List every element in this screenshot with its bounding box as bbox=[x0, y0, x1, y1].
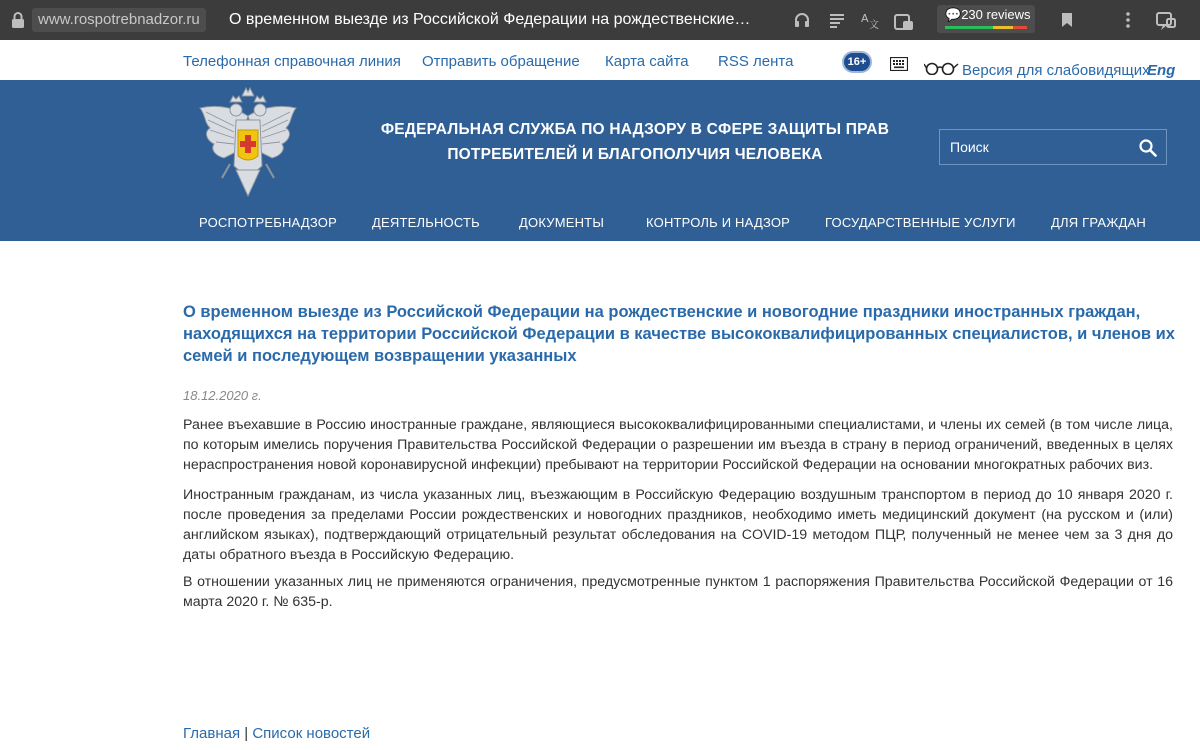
bookmark-icon[interactable] bbox=[1057, 10, 1077, 30]
tab-title: О временном выезде из Российской Федерации на рождественские… bbox=[229, 11, 751, 28]
nav-item-control[interactable]: КОНТРОЛЬ И НАДЗОР bbox=[646, 215, 791, 230]
article-paragraph: Иностранным гражданам, из числа указанных лиц, въезжающим в Российскую Федерацию воздушным транспортом в период до 10 января 2020 г. после проведения за пределами России рождественских и новогодних праздников, необходимо иметь медицинский документ (на русском и (или) английском языках), подтверждающий отрицательный результат обследования на COVID-19 методом ПЦР, полученный не менее чем за 3 дня до даты обратного въезда в Российскую Федерацию. bbox=[183, 487, 1173, 563]
agency-title bbox=[380, 117, 890, 167]
nav-item-activity[interactable]: ДЕЯТЕЛЬНОСТЬ bbox=[372, 215, 480, 230]
rating-bar bbox=[945, 26, 1027, 29]
sitemap-link[interactable]: Карта сайта bbox=[605, 53, 689, 70]
news-list-link[interactable]: Список новостей bbox=[252, 725, 371, 742]
nav-item-for-citizens[interactable]: ДЛЯ ГРАЖДАН bbox=[1051, 215, 1146, 230]
agency-title-line2: ПОТРЕБИТЕЛЕЙ И БЛАГОПОЛУЧИЯ ЧЕЛОВЕКА bbox=[447, 146, 823, 163]
more-menu-icon[interactable] bbox=[1118, 10, 1138, 30]
headphones-icon[interactable] bbox=[792, 10, 812, 30]
svg-text:文: 文 bbox=[869, 20, 879, 30]
article-title: О временном выезде из Российской Федерации на рождественские и новогодние праздники иностранных граждан, находящихся на территории Российской Федерации в качестве высококвалифицированных специалистов, и членов их семей и последующем возвращении указанных bbox=[183, 303, 1175, 365]
search-input[interactable] bbox=[950, 130, 1130, 164]
sidebar-panel-icon[interactable] bbox=[1155, 10, 1175, 30]
svg-text:A: A bbox=[861, 12, 869, 25]
nav-item-documents[interactable]: ДОКУМЕНТЫ bbox=[519, 215, 605, 230]
age-rating-badge: 16+ bbox=[842, 51, 872, 73]
browser-address-bar bbox=[0, 0, 1200, 40]
glasses-icon[interactable] bbox=[924, 61, 960, 75]
agency-title-line1: ФЕДЕРАЛЬНАЯ СЛУЖБА ПО НАДЗОРУ В СФЕРЕ ЗАЩИТЫ ПРАВ bbox=[380, 121, 890, 138]
keyboard-icon[interactable] bbox=[890, 57, 908, 71]
comment-icon: 💬 bbox=[945, 7, 962, 22]
lock-icon bbox=[10, 11, 26, 29]
extension-icon[interactable] bbox=[893, 10, 913, 30]
reader-mode-icon[interactable] bbox=[827, 10, 847, 30]
article-date: 18.12.2020 г. bbox=[183, 388, 262, 403]
home-link[interactable]: Главная bbox=[183, 725, 241, 742]
send-appeal-link[interactable]: Отправить обращение bbox=[422, 53, 580, 70]
url-domain[interactable]: www.rospotrebnadzor.ru bbox=[32, 8, 206, 32]
hotline-link[interactable]: Телефонная справочная линия bbox=[183, 53, 401, 70]
accessibility-version-link[interactable]: Версия для слабовидящих bbox=[962, 62, 1150, 79]
english-language-link[interactable]: Eng bbox=[1147, 62, 1176, 79]
search-box bbox=[939, 129, 1167, 165]
bottom-breadcrumb bbox=[183, 725, 370, 742]
reviews-badge[interactable] bbox=[937, 5, 1035, 33]
breadcrumb-separator: | bbox=[244, 725, 249, 742]
coat-of-arms-logo[interactable] bbox=[196, 86, 300, 200]
article-paragraph: В отношении указанных лиц не применяются ограничения, предусмотренные пунктом 1 распоряжения Правительства Российской Федерации от 16 марта 2020 г. № 635-р. bbox=[183, 574, 1173, 610]
rss-link[interactable]: RSS лента bbox=[718, 53, 794, 70]
nav-item-public-services[interactable]: ГОСУДАРСТВЕННЫЕ УСЛУГИ bbox=[825, 215, 1016, 230]
nav-item-rospotrebnadzor[interactable]: РОСПОТРЕБНАДЗОР bbox=[199, 215, 337, 230]
search-icon[interactable] bbox=[1139, 139, 1157, 157]
article-paragraph: Ранее въехавшие в Россию иностранные граждане, являющиеся высококвалифицированными специалистами, и члены их семей (в том числе лица, по которым имелись поручения Правительства Российской Федерации о разрешении им въезда в страну в период ограничений, введенных в целях нераспространения новой коронавирусной инфекции) пребывают на территории Российской Федерации на основании многократных рабочих виз. bbox=[183, 417, 1173, 473]
translate-icon[interactable] bbox=[860, 10, 880, 30]
reviews-count: 230 reviews bbox=[961, 7, 1031, 22]
